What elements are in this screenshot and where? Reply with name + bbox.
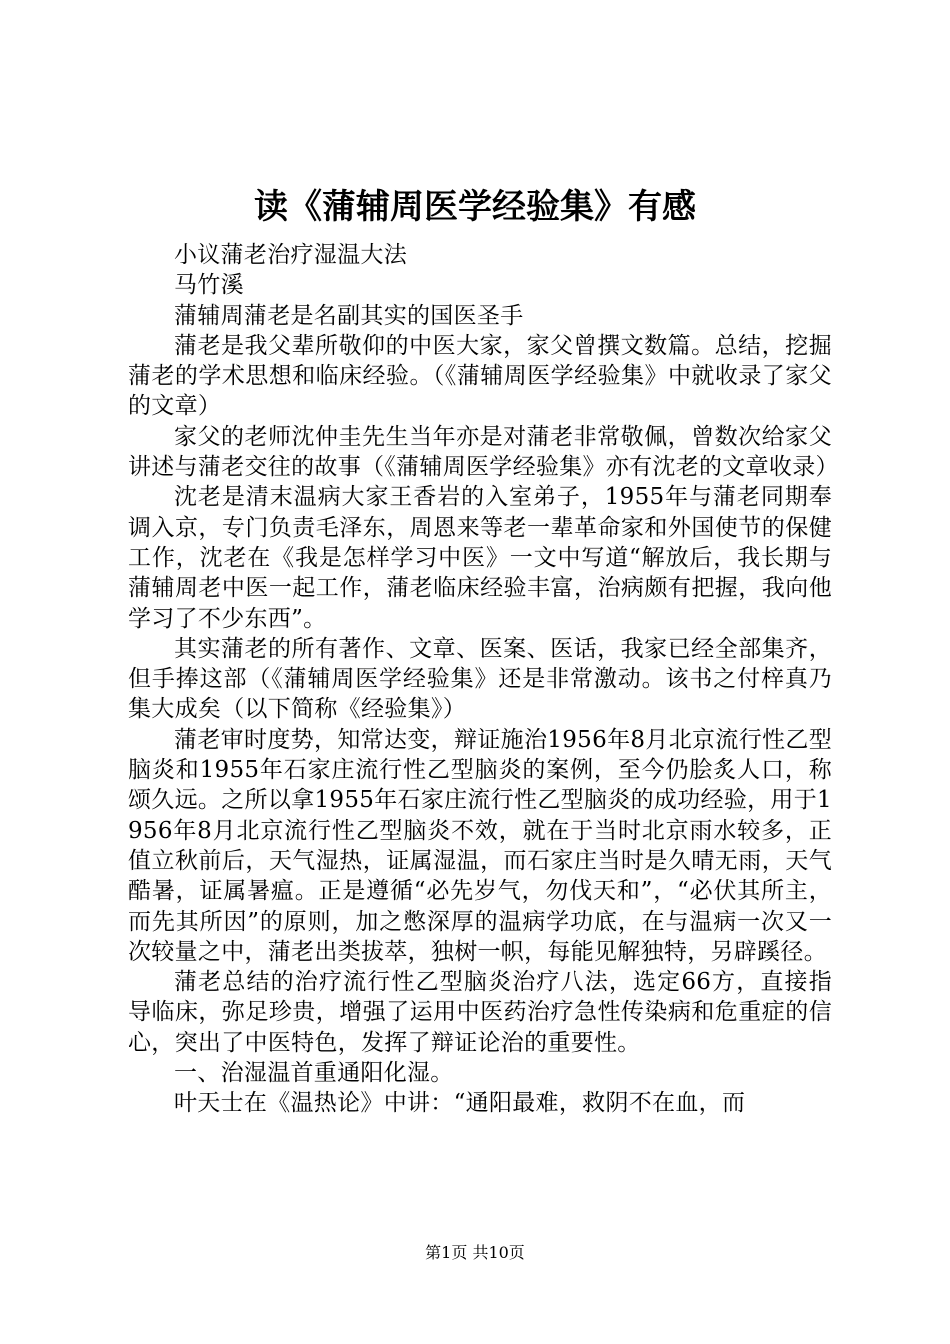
paragraph: 蒲老审时度势，知常达变，辩证施治1956年8月北京流行性乙型脑炎和1955年石家庄流行性乙型脑炎的案例，至今仍脍炙人口，称颂久远。之所以拿1955年石家庄流行性乙型脑炎的成功经验，用于1956年8月北京流行性乙型脑炎不效，就在于当时北京雨水较多，正值立秋前后，天气湿热，证属湿温，而石家庄当时是久晴无雨，天气酷暑，证属暑瘟。正是遵循“必先岁气，勿伐天和”，“必伏其所主，而先其所因”的原则，加之憋深厚的温病学功底，在与温病一次又一次较量之中，蒲老出类拔萃，独树一帜，每能见解独特，另辟蹊径。 [128, 726, 832, 965]
section-heading: 一、治湿温首重通阳化湿。 [174, 1060, 454, 1087]
paragraph: 叶天士在《温热论》中讲：“通阳最难，救阴不在血，而 [174, 1090, 746, 1117]
paragraph: 家父的老师沈仲圭先生当年亦是对蒲老非常敬佩，曾数次给家父讲述与蒲老交往的故事（《蒲辅周医学经验集》亦有沈老的文章收录） [128, 423, 839, 481]
paragraph: 蒲老是我父辈所敬仰的中医大家，家父曾撰文数篇。总结，挖掘蒲老的学术思想和临床经验。（《蒲辅周医学经验集》中就收录了家父的文章） [128, 332, 832, 420]
page-title: 读《蒲辅周医学经验集》有感 [254, 187, 696, 227]
paragraph-subtitle: 小议蒲老治疗湿温大法 [174, 242, 407, 268]
paragraph-author: 马竹溪 [174, 272, 244, 299]
paragraph-heading: 蒲辅周蒲老是名副其实的国医圣手 [174, 302, 524, 329]
page-footer: 第1页 共10页 [425, 1243, 525, 1262]
paragraph: 沈老是清末温病大家王香岩的入室弟子，1955年与蒲老同期奉调入京，专门负责毛泽东，周恩来等老一辈革命家和外国使节的保健工作，沈老在《我是怎样学习中医》一文中写道“解放后，我长期与蒲辅周老中医一起工作，蒲老临床经验丰富，治病颇有把握，我向他学习了不少东西”。 [128, 484, 832, 632]
paragraph: 蒲老总结的治疗流行性乙型脑炎治疗八法，选定66方，直接指导临床，弥足珍贵，增强了运用中医药治疗急性传染病和危重症的信心，突出了中医特色，发挥了辩证论治的重要性。 [128, 969, 832, 1056]
paragraph: 其实蒲老的所有著作、文章、医案、医话，我家已经全部集齐，但手捧这部（《蒲辅周医学经验集》还是非常激动。该书之付梓真乃集大成矣（以下简称《经验集》） [128, 635, 832, 723]
document-body [128, 240, 839, 1119]
